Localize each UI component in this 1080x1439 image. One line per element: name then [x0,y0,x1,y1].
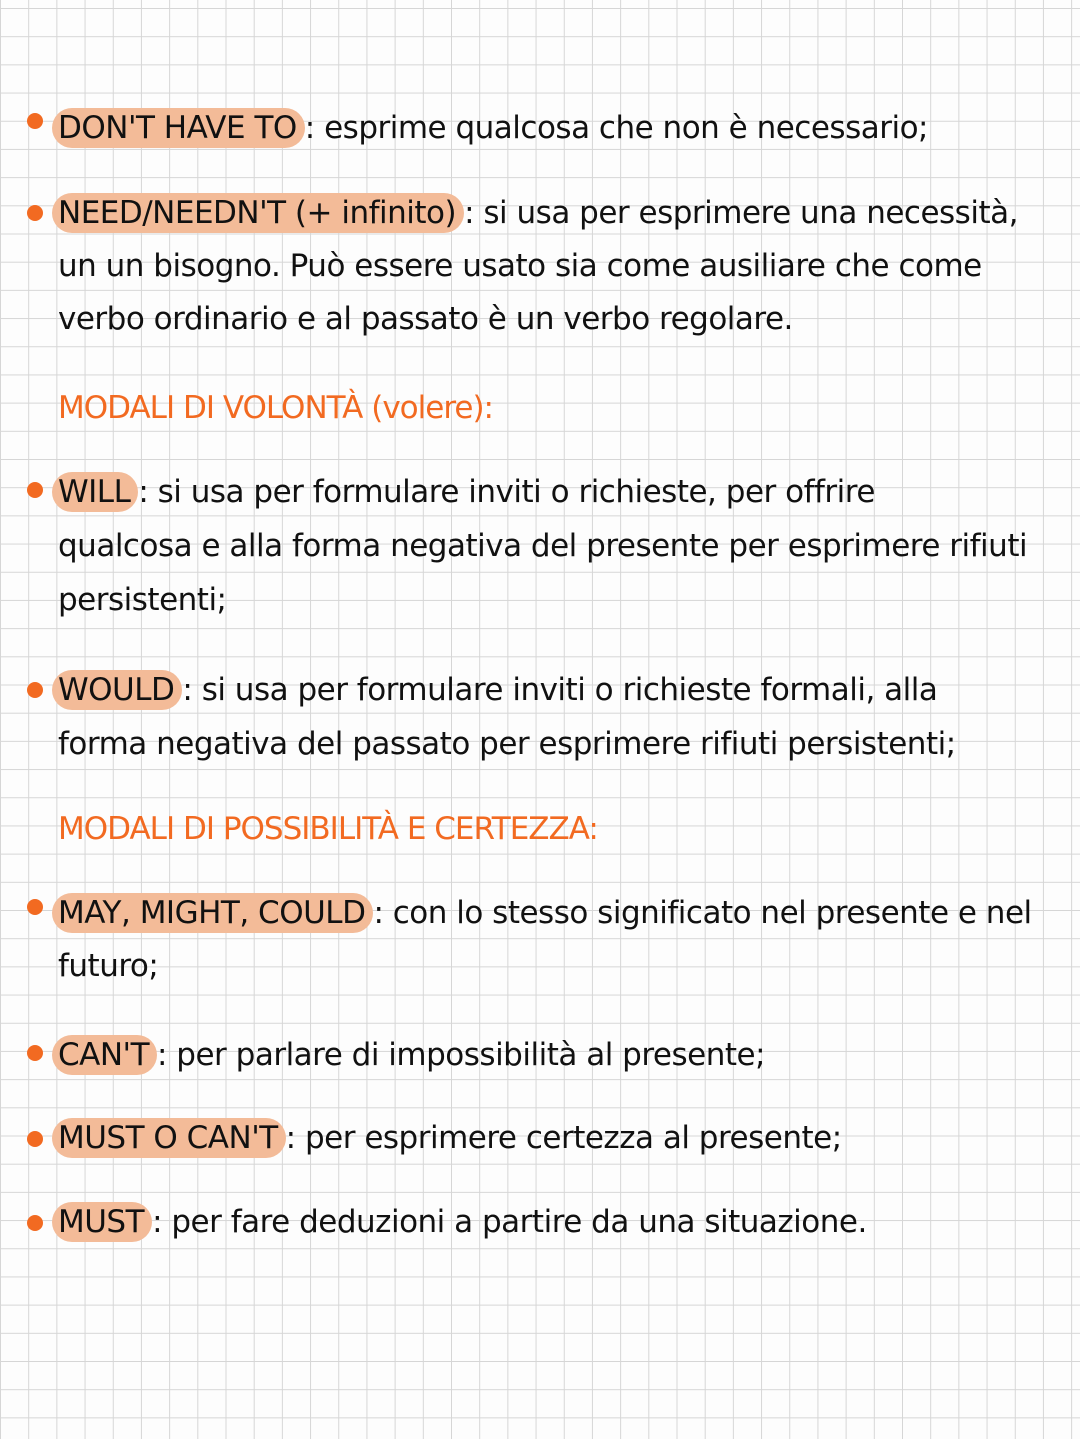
highlighted-term: CAN'T [52,1035,157,1075]
item-text: : per esprimere certezza al presente; [285,1120,842,1156]
list-item [58,1202,867,1242]
item-text: : si usa per formulare inviti o richieste formali, alla [182,672,938,708]
item-text: : con lo stesso significato nel presente e nel [373,895,1032,931]
item-text: futuro; [58,948,159,984]
list-item [58,193,1018,233]
item-text: un un bisogno. Può essere usato sia come ausiliare che come [58,248,982,284]
list-item [58,1118,842,1158]
highlighted-term: NEED/NEEDN'T (+ infinito) [52,193,464,233]
list-item [58,893,1032,933]
list-item [58,1035,765,1075]
highlighted-term: WOULD [52,670,182,710]
section-heading: MODALI DI POSSIBILITÀ E CERTEZZA: [58,811,598,847]
bullet-icon [27,899,43,915]
item-text: verbo ordinario e al passato è un verbo regolare. [58,301,793,337]
section-heading: MODALI DI VOLONTÀ (volere): [58,390,493,426]
item-text: : per fare deduzioni a partire da una situazione. [152,1204,867,1240]
list-item [58,108,928,148]
item-text: : esprime qualcosa che non è necessario; [304,110,928,146]
list-item [58,670,937,710]
highlighted-term: WILL [52,472,138,512]
item-text: qualcosa e alla forma negativa del presente per esprimere rifiuti [58,528,1028,564]
list-item [58,472,875,512]
highlighted-term: MAY, MIGHT, COULD [52,893,373,933]
bullet-icon [27,1215,43,1231]
item-text: forma negativa del passato per esprimere rifiuti persistenti; [58,726,956,762]
item-text: : per parlare di impossibilità al presente; [157,1037,766,1073]
bullet-icon [27,1045,43,1061]
bullet-icon [27,682,43,698]
highlighted-term: MUST [52,1202,152,1242]
item-text: : si usa per formulare inviti o richieste, per offrire [138,474,875,510]
item-text: persistenti; [58,582,227,618]
highlighted-term: MUST O CAN'T [52,1118,286,1158]
bullet-icon [27,482,43,498]
highlighted-term: DON'T HAVE TO [52,108,305,148]
bullet-icon [27,113,43,129]
bullet-icon [27,205,43,221]
bullet-icon [27,1131,43,1147]
item-text: : si usa per esprimere una necessità, [464,195,1018,231]
